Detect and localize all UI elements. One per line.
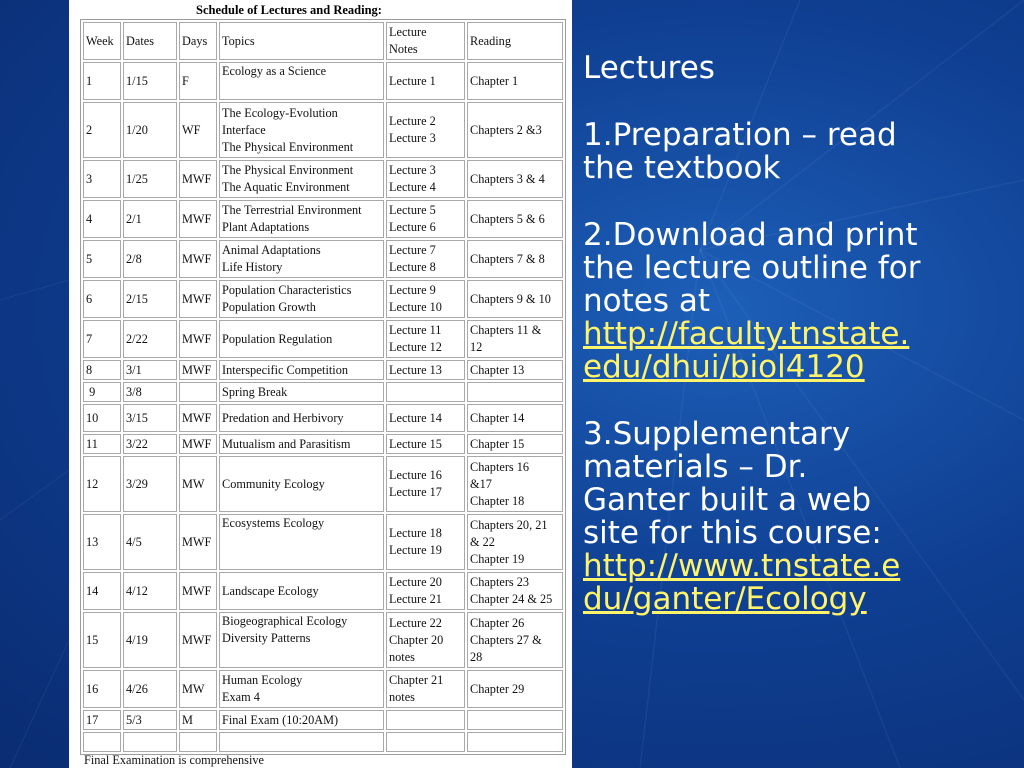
row-reading [467,382,563,402]
table-row [83,360,563,380]
row-week: 15 [83,612,121,668]
row-topics-line: Landscape Ecology [222,583,319,598]
row-topics [219,514,384,570]
row-days: MWF [179,514,217,570]
row-reading [467,710,563,730]
slide-link-line: http://faculty.tnstate. [583,316,910,352]
row-days: WF [179,102,217,158]
row-reading [467,732,563,752]
row-reading-line: Chapters 3 & 4 [470,171,545,186]
row-topics-line: The Physical Environment [222,139,354,154]
row-lectures [386,456,465,512]
row-topics [219,572,384,610]
row-lectures [386,320,465,358]
slide-content [583,52,1013,650]
row-reading [467,280,563,318]
row-reading [467,434,563,454]
row-days: MWF [179,572,217,610]
row-lectures [386,710,465,730]
row-days: MW [179,670,217,708]
row-reading [467,200,563,238]
row-days: MWF [179,360,217,380]
row-topics-line: Life History [222,260,283,274]
row-topics-line: Ecology as a Science [222,64,327,78]
row-reading-line: Chapter 19 [470,551,525,566]
table-row [83,670,563,708]
row-week: 17 [83,710,121,730]
slide-link-line: http://www.tnstate.e [583,548,901,584]
row-lectures-line: Lecture 14 [389,410,442,425]
row-reading-line: &17 [470,476,492,491]
row-topics [219,710,384,730]
row-lectures-line: Lecture 20 [389,575,442,589]
row-date: 2/1 [123,200,177,238]
row-topics [219,240,384,278]
row-lectures [386,360,465,380]
row-date: 1/20 [123,102,177,158]
schedule-table [80,19,566,755]
row-topics [219,62,384,100]
header-days: Days [179,22,217,60]
row-date: 4/26 [123,670,177,708]
row-reading-line: 28 [470,649,483,664]
row-reading-line: Chapter 26 [470,615,525,630]
row-lectures [386,514,465,570]
slide-heading: Lectures [583,50,715,86]
row-lectures-line: Lecture 19 [389,543,442,557]
row-lectures-line: Lecture 15 [389,436,442,451]
row-lectures-line: Lecture 12 [389,340,442,354]
row-topics-line: Biogeographical Ecology [222,614,348,628]
table-row [83,434,563,454]
row-reading-line: Chapter 24 & 25 [470,592,553,606]
row-reading-line: Chapters 16 [470,459,530,474]
table-row [83,404,563,432]
row-topics-line: Diversity Patterns [222,631,311,645]
row-days: MWF [179,612,217,668]
row-topics-line: The Ecology-Evolution [222,105,338,120]
row-topics-line: Predation and Herbivory [222,410,344,425]
row-week: 6 [83,280,121,318]
schedule-title: Schedule of Lectures and Reading: [196,3,382,17]
row-reading-line: Chapter 14 [470,410,525,425]
row-topics-line: The Physical Environment [222,163,354,177]
row-days: MWF [179,200,217,238]
row-reading [467,572,563,610]
row-days: MWF [179,160,217,198]
slide-point-line: the textbook [583,150,781,186]
row-reading-line: Chapters 27 & [470,632,542,647]
row-lectures-line: Lecture 22 [389,615,442,630]
row-date: 1/25 [123,160,177,198]
row-reading [467,240,563,278]
row-topics-line: Animal Adaptations [222,243,321,257]
row-week: 13 [83,514,121,570]
row-topics [219,434,384,454]
row-lectures [386,404,465,432]
row-date: 3/29 [123,456,177,512]
row-lectures-line: Lecture 6 [389,220,436,234]
row-topics-line: Interspecific Competition [222,362,349,377]
row-days: MW [179,456,217,512]
row-week: 3 [83,160,121,198]
row-reading-line: Chapter 13 [470,362,525,377]
row-topics [219,670,384,708]
row-topics-line: Community Ecology [222,476,325,491]
schedule-footer-note: Final Examination is comprehensive [84,753,264,767]
slide-point-line: materials – Dr. [583,449,808,485]
row-topics [219,200,384,238]
row-topics [219,102,384,158]
row-days: MWF [179,320,217,358]
row-lectures [386,240,465,278]
row-topics [219,732,384,752]
row-date: 5/3 [123,710,177,730]
table-row [83,320,563,358]
row-reading [467,360,563,380]
table-row [83,710,563,730]
row-reading-line: Chapters 7 & 8 [470,251,545,266]
row-lectures-line: Lecture 18 [389,526,442,540]
row-date: 2/15 [123,280,177,318]
row-lectures [386,434,465,454]
row-lectures-line: Lecture 2 [389,114,436,128]
row-reading-line: Chapter 1 [470,73,519,88]
slide-link[interactable] [583,316,1013,385]
row-lectures [386,102,465,158]
row-lectures [386,280,465,318]
row-lectures-line: Lecture 10 [389,300,442,314]
table-row [83,514,563,570]
row-week: 5 [83,240,121,278]
slide-point-line: 1.Preparation – read [583,117,897,153]
row-topics-line: Mutualism and Parasitism [222,436,351,451]
row-days: MWF [179,434,217,454]
row-week: 2 [83,102,121,158]
row-date: 3/8 [123,382,177,402]
row-week: 14 [83,572,121,610]
slide-link-line: edu/dhui/biol4120 [583,349,865,385]
row-reading-line: Chapter 29 [470,681,525,696]
header-reading: Reading [467,22,563,60]
row-days: MWF [179,280,217,318]
row-topics-line: The Aquatic Environment [222,180,350,194]
row-days: MWF [179,404,217,432]
row-topics [219,382,384,402]
row-reading [467,320,563,358]
table-row [83,240,563,278]
row-lectures [386,572,465,610]
header-lecture-notes [386,22,465,60]
row-lectures-line: Lecture 9 [389,283,436,297]
table-row [83,612,563,668]
table-row [83,62,563,100]
row-lectures-line: Lecture 13 [389,362,442,377]
row-topics [219,612,384,668]
schedule-document [69,0,572,768]
row-date: 4/5 [123,514,177,570]
table-row [83,102,563,158]
row-lectures-line: Chapter 20 [389,632,444,647]
slide-point-line: the lecture outline for [583,250,921,286]
row-lectures [386,382,465,402]
row-reading [467,102,563,158]
row-week: 10 [83,404,121,432]
row-lectures [386,670,465,708]
row-date: 3/15 [123,404,177,432]
slide-point [583,418,1013,616]
row-reading-line: 12 [470,340,483,354]
row-week: 8 [83,360,121,380]
row-days [179,732,217,752]
row-lectures-line: Lecture 3 [389,131,436,145]
header-dates: Dates [123,22,177,60]
row-lectures [386,200,465,238]
row-lectures-line: notes [389,649,415,664]
header-lecture-notes-line: Notes [389,42,418,56]
row-reading-line: Chapters 20, 21 [470,517,548,532]
row-topics [219,320,384,358]
table-row [83,200,563,238]
row-topics-line: Interface [222,122,266,137]
header-week: Week [83,22,121,60]
row-topics [219,456,384,512]
slide-point [583,219,1013,384]
row-reading-line: Chapters 11 & [470,323,542,337]
slide-link-line: du/ganter/Ecology [583,581,867,617]
row-reading [467,404,563,432]
row-reading [467,612,563,668]
row-days: F [179,62,217,100]
row-reading-line: Chapters 23 [470,575,530,589]
row-reading [467,456,563,512]
row-date: 2/8 [123,240,177,278]
row-topics-line: Population Growth [222,300,316,314]
row-topics-line: Human Ecology [222,673,303,687]
row-topics-line: Final Exam (10:20AM) [222,712,339,727]
row-topics-line: The Terrestrial Environment [222,203,362,217]
row-date: 3/22 [123,434,177,454]
slide-point-line: 2.Download and print [583,217,918,253]
row-lectures-line: Lecture 3 [389,163,436,177]
row-lectures-line: Lecture 8 [389,260,436,274]
row-reading-line: Chapter 15 [470,436,525,451]
slide-link[interactable] [583,548,1013,617]
row-week [83,732,121,752]
row-week: 11 [83,434,121,454]
row-topics-line: Population Characteristics [222,283,352,297]
row-date: 3/1 [123,360,177,380]
row-lectures-line: Lecture 11 [389,323,442,337]
row-lectures [386,732,465,752]
row-reading [467,160,563,198]
row-date [123,732,177,752]
row-date: 2/22 [123,320,177,358]
row-lectures-line: Chapter 21 [389,673,444,687]
row-week: 9 [83,382,121,402]
row-date: 1/15 [123,62,177,100]
slide-point-line: 3.Supplementary [583,416,851,452]
slide-point-line: site for this course: [583,515,882,551]
row-date: 4/19 [123,612,177,668]
row-lectures-line: Lecture 17 [389,485,442,499]
slide-point-line: Ganter built a web [583,482,872,518]
table-row [83,732,563,752]
row-week: 4 [83,200,121,238]
row-reading-line: & 22 [470,534,495,549]
row-week: 7 [83,320,121,358]
row-days: MWF [179,240,217,278]
row-topics [219,404,384,432]
row-lectures [386,62,465,100]
row-topics-line: Spring Break [222,384,288,399]
row-topics [219,160,384,198]
row-lectures [386,160,465,198]
table-row [83,160,563,198]
row-lectures-line: Lecture 16 [389,468,442,482]
slide-point-line: notes at [583,283,710,319]
row-week: 1 [83,62,121,100]
row-week: 12 [83,456,121,512]
table-row [83,280,563,318]
header-topics: Topics [219,22,384,60]
row-reading-line: Chapters 9 & 10 [470,291,551,306]
row-topics-line: Population Regulation [222,331,333,346]
row-topics [219,360,384,380]
row-lectures [386,612,465,668]
row-topics [219,280,384,318]
row-reading [467,670,563,708]
header-lecture-notes-line: Lecture [389,25,427,39]
table-row [83,572,563,610]
row-lectures-line: Lecture 4 [389,180,436,194]
row-reading-line: Chapter 18 [470,493,525,508]
row-reading [467,514,563,570]
row-reading [467,62,563,100]
row-lectures-line: Lecture 5 [389,203,436,217]
row-lectures-line: notes [389,690,415,704]
row-topics-line: Plant Adaptations [222,220,310,234]
row-date: 4/12 [123,572,177,610]
table-row [83,382,563,402]
row-days: M [179,710,217,730]
row-days [179,382,217,402]
slide-points [583,119,1013,616]
row-reading-line: Chapters 5 & 6 [470,211,545,226]
table-row [83,456,563,512]
row-lectures-line: Lecture 1 [389,73,436,88]
row-topics-line: Exam 4 [222,690,260,704]
row-week: 16 [83,670,121,708]
slide-point [583,119,1013,185]
row-lectures-line: Lecture 7 [389,243,436,257]
row-reading-line: Chapters 2 &3 [470,122,542,137]
row-lectures-line: Lecture 21 [389,592,442,606]
row-topics-line: Ecosystems Ecology [222,516,325,530]
